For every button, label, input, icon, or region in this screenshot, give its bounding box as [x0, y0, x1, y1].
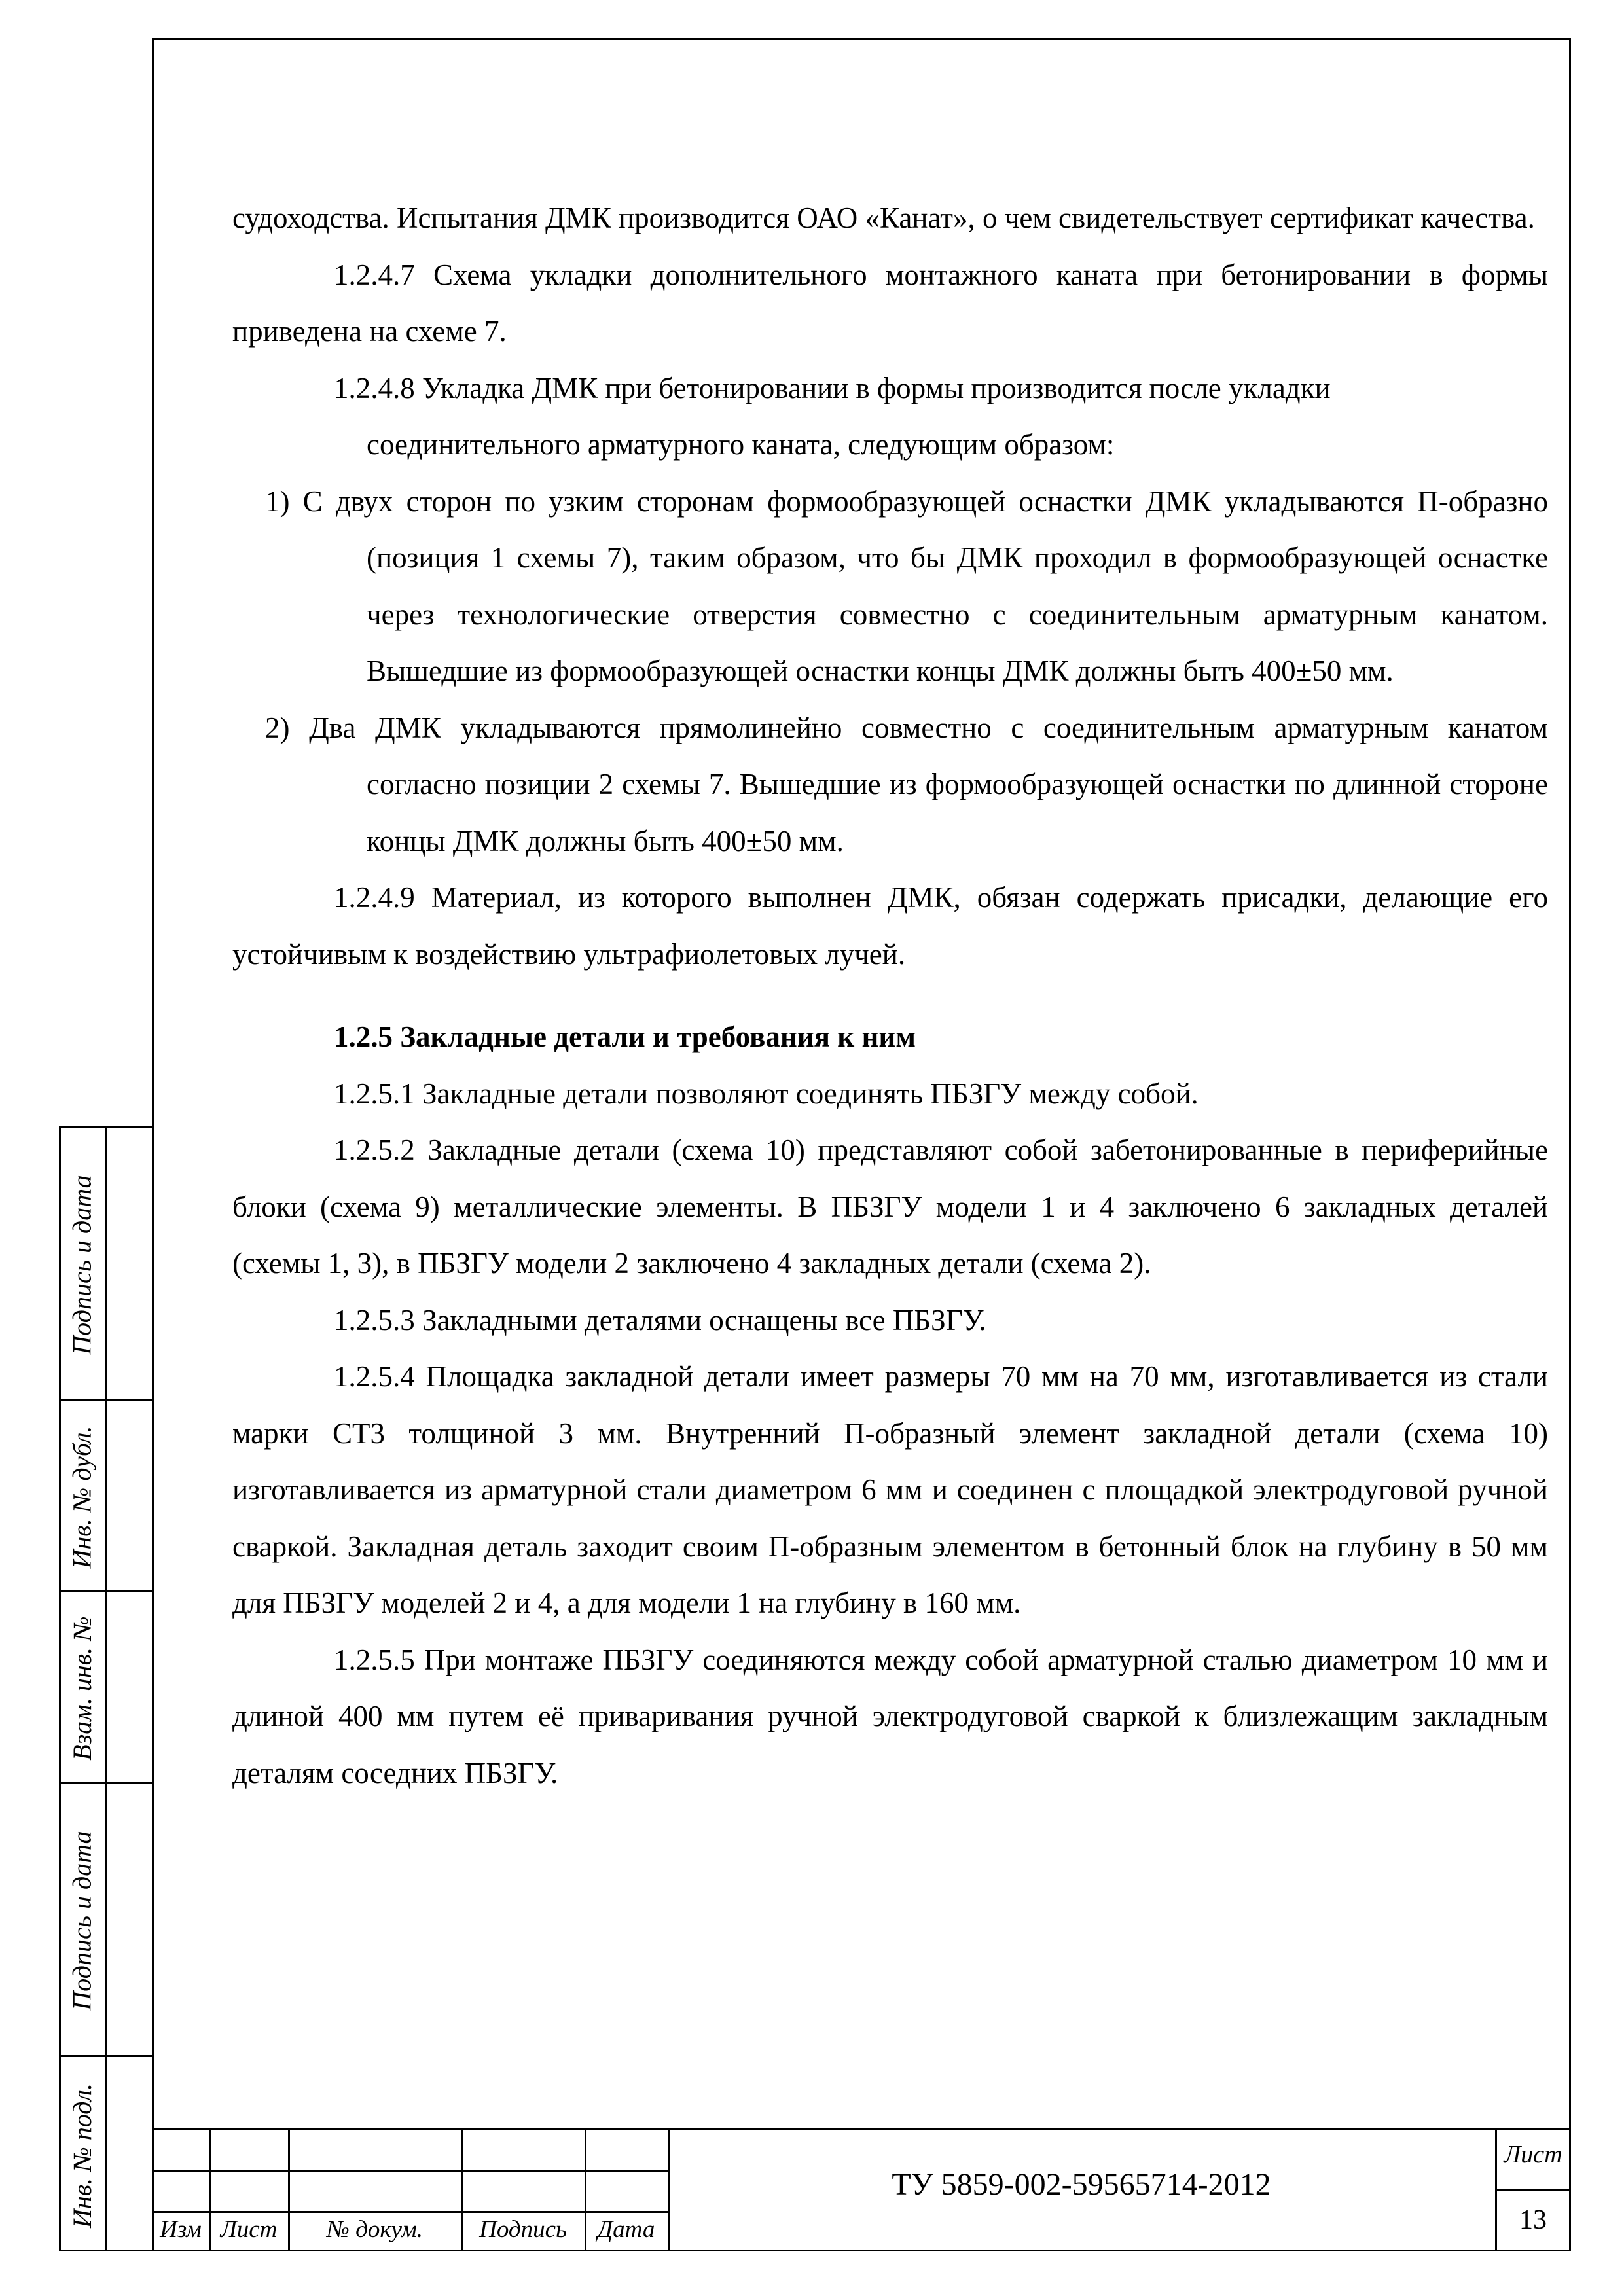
- paragraph-continuation: соединительного арматурного каната, следующим образом:: [367, 428, 1115, 461]
- side-label-replacement-inv: Взам. инв. №: [67, 1615, 97, 1761]
- paragraph: 1.2.4.9 Материал, из которого выполнен ДМК, обязан содержать присадки, делающие его устойчивым к воздействию ультрафиолетовых лучей.: [232, 881, 1548, 971]
- side-label-duplicate-inv: Инв. № дубл.: [67, 1426, 97, 1568]
- paragraph: 1.2.5.5 При монтаже ПБЗГУ соединяются между собой арматурной сталью диаметром 10 мм и длиной 400 мм путем её приваривания ручной электродуговой сваркой к близлежащим закладным деталям соседних ПБЗГУ.: [232, 1643, 1548, 1789]
- side-cell-signature-1: [59, 1126, 153, 1399]
- side-label-signature-date: Подпись и дата: [67, 1830, 97, 2011]
- list-item: 2) Два ДМК укладываются прямолинейно совместно с соединительным арматурным канатом согласно позиции 2 схемы 7. Вышедшие из формообразующей оснастки по длинной стороне концы ДМК должны быть 400±50 мм.: [265, 711, 1548, 857]
- side-cell-signature-2: [59, 1782, 153, 2055]
- paragraph: 1.2.5.2 Закладные детали (схема 10) представляют собой забетонированные в периферийные блоки (схема 9) металлические элементы. В ПБЗГУ модели 1 и 4 заключено 6 закладных деталей (схемы 1, 3), в ПБЗГУ модели 2 заключено 4 закладных детали (схема 2).: [232, 1134, 1548, 1280]
- side-label-original-inv: Инв. № подл.: [67, 2083, 97, 2228]
- side-cell-replacement: [59, 1590, 153, 1782]
- paragraph: 1.2.4.7 Схема укладки дополнительного монтажного каната при бетонировании в формы приведена на схеме 7.: [232, 258, 1548, 348]
- paragraph: 1.2.5.4 Площадка закладной детали имеет размеры 70 мм на 70 мм, изготавливается из стали марки СТ3 толщиной 3 мм. Внутренний П-образный элемент закладной детали (схема 10) изготавливается из арматурной стали диаметром 6 мм и соединен с площадкой электродуговой ручной сваркой. Закладная деталь заходит своим П-образным элементом в бетонный блок на глубину в 50 мм для ПБЗГУ моделей 2 и 4, а для модели 1 на глубину в 160 мм.: [232, 1360, 1548, 1619]
- paragraph: 1.2.4.8 Укладка ДМК при бетонировании в формы производится после укладки: [334, 371, 1331, 404]
- title-block-label-change: Изм: [160, 2216, 202, 2243]
- document-body: [232, 190, 1548, 1801]
- title-block-label-document-number: № докум.: [326, 2216, 424, 2243]
- sheet-number: 13: [1519, 2205, 1547, 2235]
- sheet-label: Лист: [1504, 2141, 1562, 2168]
- list-item: 1) С двух сторон по узким сторонам формообразующей оснастки ДМК укладываются П-образно (позиция 1 схемы 7), таким образом, что бы ДМК проходил в формообразующей оснастке через технологические отверстия совместно с соединительным арматурным канатом. Вышедшие из формообразующей оснастки концы ДМК должны быть 400±50 мм.: [265, 484, 1548, 687]
- document-code: ТУ 5859-002-59565714-2012: [892, 2167, 1271, 2202]
- paragraph: судоходства. Испытания ДМК производится ОАО «Канат», о чем свидетельствует сертификат качества.: [232, 202, 1535, 234]
- section-heading: 1.2.5 Закладные детали и требования к ним: [334, 1020, 916, 1053]
- side-cell-duplicate: [59, 1399, 153, 1590]
- title-block-label-sheet: Лист: [220, 2216, 278, 2243]
- paragraph: 1.2.5.3 Закладными деталями оснащены все ПБЗГУ.: [334, 1303, 986, 1336]
- side-label-signature-date: Подпись и дата: [67, 1174, 97, 1355]
- title-block-label-signature: Подпись: [479, 2216, 567, 2243]
- side-cell-original: [59, 2055, 153, 2251]
- title-block-label-date: Дата: [597, 2216, 655, 2243]
- paragraph: 1.2.5.1 Закладные детали позволяют соединять ПБЗГУ между собой.: [334, 1077, 1199, 1110]
